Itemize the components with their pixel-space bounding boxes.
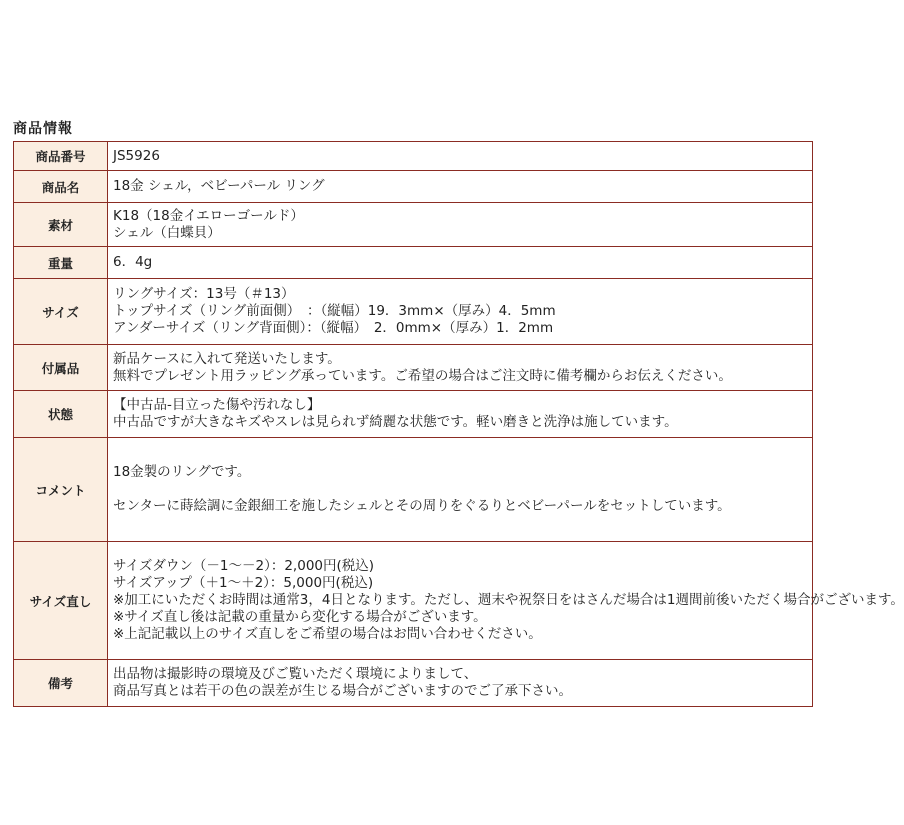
value-line: 新品ケースに入れて発送いたします。 (113, 350, 341, 367)
value-line: K18（18金イエローゴールド） (113, 207, 304, 224)
product-info-table (13, 141, 904, 707)
table-row (14, 660, 813, 707)
row-label: 付属品 (14, 345, 108, 391)
table-row (14, 142, 813, 171)
row-label: 状態 (14, 391, 108, 438)
row-value (108, 247, 813, 279)
table-row (14, 542, 813, 660)
value-line: シェル（白蝶貝） (113, 224, 221, 241)
row-label: サイズ直し (14, 542, 108, 660)
value-line: 18金 シェル，ベビーパール リング (113, 178, 325, 194)
section-title: 商品情報 (13, 121, 73, 137)
value-line: リングサイズ：13号（＃13） (113, 286, 295, 302)
row-value (108, 345, 813, 391)
value-line: 出品物は撮影時の環境及びご覧いただく環境によりまして、 (113, 666, 478, 682)
value-line: 6．4g (113, 254, 153, 270)
value-line: ※加工にいただくお時間は通常3，4日となります。ただし、週末や祝祭日をはさんだ場合は1週間前後いただく場合がございます。 (113, 592, 904, 608)
value-line: 中古品ですが大きなキズやスレは見られず綺麗な状態です。軽い磨きと洗浄は施しています。 (113, 414, 678, 430)
row-value (108, 142, 813, 171)
table-row (14, 345, 813, 391)
value-line (113, 515, 807, 532)
value-line: JS5926 (113, 147, 160, 164)
value-line: 商品写真とは若干の色の誤差が生じる場合がございますのでご了承下さい。 (113, 683, 572, 699)
row-value (108, 438, 813, 542)
value-line: トップサイズ（リング前面側） ：（縦幅）19．3mm×（厚み）4．5mm (113, 303, 556, 319)
row-label: サイズ (14, 279, 108, 345)
table-row (14, 203, 813, 247)
value-line: アンダーサイズ（リング背面側）：（縦幅） 2．0mm×（厚み）1．2mm (113, 320, 554, 336)
row-label: 商品番号 (14, 142, 108, 171)
value-line: センターに蒔絵調に金銀細工を施したシェルとその周りをぐるりとベビーパールをセットしています。 (113, 498, 731, 514)
row-value (108, 203, 813, 247)
value-line: サイズアップ（＋1～＋2）：5,000円(税込) (113, 575, 374, 591)
table-row (14, 438, 813, 542)
row-label: 重量 (14, 247, 108, 279)
row-value (108, 171, 813, 203)
value-line: ※上記記載以上のサイズ直しをご希望の場合はお問い合わせください。 (113, 626, 542, 642)
table-row (14, 247, 813, 279)
row-label: 素材 (14, 203, 108, 247)
value-line (113, 447, 807, 464)
value-line: 無料でプレゼント用ラッピング承っています。ご希望の場合はご注文時に備考欄からお伝えください。 (113, 367, 732, 384)
value-line (113, 481, 807, 498)
table-row (14, 171, 813, 203)
row-value (108, 391, 813, 438)
table-row (14, 391, 813, 438)
row-label: 商品名 (14, 171, 108, 203)
table-row (14, 279, 813, 345)
value-line: ※サイズ直し後は記載の重量から変化する場合がございます。 (113, 609, 487, 625)
row-label: 備考 (14, 660, 108, 707)
row-value (108, 660, 813, 707)
row-label: コメント (14, 438, 108, 542)
value-line: サイズダウン（－1～－2）：2,000円(税込) (113, 558, 375, 574)
row-value (108, 542, 904, 660)
value-line: 【中古品-目立った傷や汚れなし】 (113, 397, 321, 413)
row-value (108, 279, 813, 345)
value-line: 18金製のリングです。 (113, 464, 251, 480)
